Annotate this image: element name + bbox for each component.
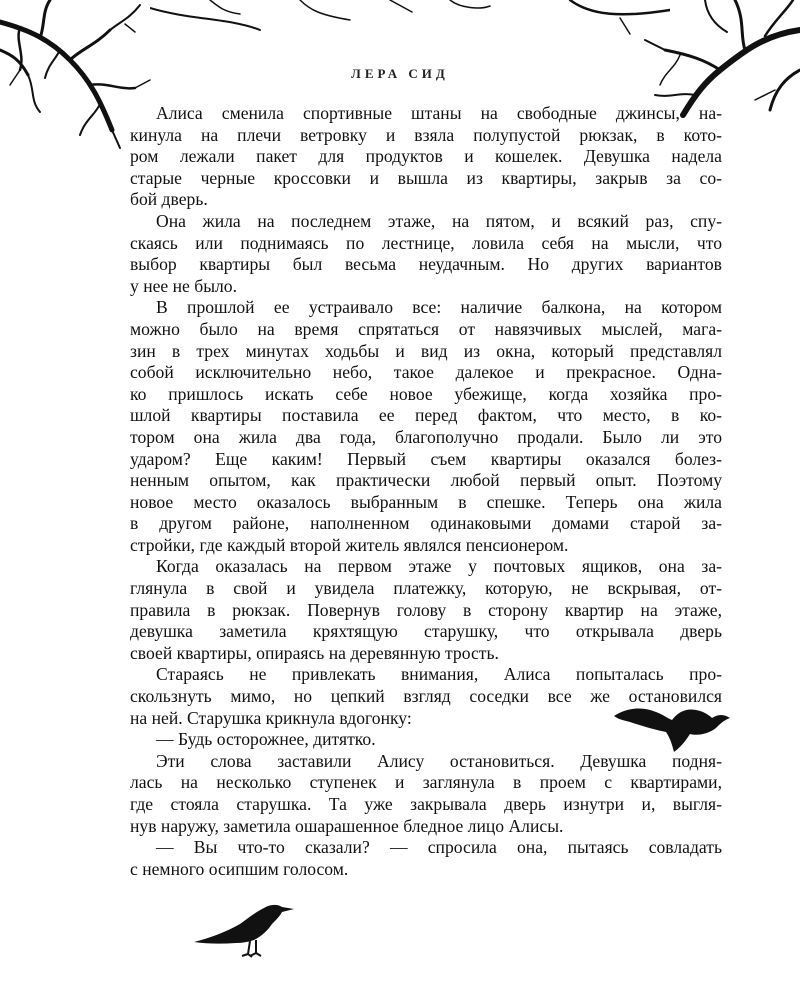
- paragraph-line: ненным опытом, как практически любой первый опыт. Поэтому: [130, 470, 722, 491]
- paragraph-line: старые черные кроссовки и вышла из квартиры, закрыв за со-: [130, 167, 722, 188]
- paragraph-first-line: Она жила на последнем этаже, на пятом, и всякий раз, спу-: [156, 210, 722, 231]
- paragraph-line: девушка заметила кряхтящую старушку, что открывала дверь: [130, 621, 722, 642]
- paragraph-first-line: — Вы что-то сказали? — спросила она, пытаясь совладать: [156, 837, 722, 858]
- paragraph-line: правила в рюкзак. Повернув голову в сторону квартир на этаже,: [130, 599, 722, 620]
- paragraph-first-line: Алиса сменила спортивные штаны на свободные джинсы, на-: [156, 103, 722, 123]
- tree-branches-icon: [635, 0, 800, 120]
- paragraph-line: зин в трех минутах ходьбы и вид из окна, который представлял: [130, 340, 722, 361]
- paragraph-line: бой дверь.: [130, 189, 208, 210]
- paragraph-line: новое место оказалось выбранным в спешке. Теперь она жила: [130, 491, 722, 512]
- paragraph-line: тором она жила два года, благополучно продали. Было ли это: [130, 426, 722, 447]
- paragraph-first-line: Эти слова заставили Алису остановиться. Девушка подня-: [156, 750, 722, 771]
- paragraph-line: ко пришлось искать себе новое убежище, когда хозяйка про-: [130, 383, 722, 404]
- standing-crow-icon: [192, 898, 296, 958]
- body-text: [130, 103, 722, 880]
- paragraph-line: своей квартиры, опираясь на деревянную трость.: [130, 642, 499, 663]
- paragraph-first-line: Когда оказалась на первом этаже у почтовых ящиков, она за-: [156, 556, 722, 577]
- paragraph-first-line: В прошлой ее устраивало все: наличие балкона, на котором: [156, 297, 722, 318]
- paragraph-line: в другом районе, наполненном одинаковыми домами старой за-: [130, 513, 722, 534]
- paragraph-line: с немного осипшим голосом.: [130, 858, 349, 879]
- paragraph-line: стройки, где каждый второй житель являлся пенсионером.: [130, 534, 569, 555]
- paragraph-line: кинула на плечи ветровку и взяла полупустой рюкзак, в кото-: [130, 124, 722, 145]
- paragraph-line: ударом? Еще каким! Первый съем квартиры оказался болез-: [130, 448, 722, 469]
- paragraph-first-line: — Будь осторожнее, дитятко.: [156, 729, 376, 750]
- paragraph-line: можно было на время спрятаться от навязчивых мыслей, мага-: [130, 318, 722, 339]
- paragraph-line: скаясь или поднимаясь по лестнице, ловила себя на мысли, что: [130, 232, 722, 253]
- paragraph-line: скользнуть мимо, но цепкий взгляд соседки все же остановился: [130, 686, 722, 707]
- paragraph-line: у нее не было.: [130, 275, 237, 296]
- paragraph-line: ром лежали пакет для продуктов и кошелек. Девушка надела: [130, 146, 722, 167]
- paragraph-line: выбор квартиры был весьма неудачным. Но других вариантов: [130, 254, 722, 275]
- paragraph-line: собой исключительно небо, такое далекое и прекрасное. Одна-: [130, 362, 722, 383]
- flying-crow-icon: [612, 698, 732, 754]
- paragraph-line: шлой квартиры поставила ее перед фактом, что место, в ко-: [130, 405, 722, 426]
- paragraph-line: глянула в свой и увидела платежку, которую, не вскрывая, от-: [130, 578, 722, 599]
- paragraph-line: нув наружу, заметила ошарашенное бледное лицо Алисы.: [130, 815, 564, 836]
- running-title: ЛЕРА СИД: [351, 66, 449, 81]
- paragraph-line: лась на несколько ступенек и заглянула в проем с квартирами,: [130, 772, 722, 793]
- tree-branches-icon: [150, 0, 670, 40]
- paragraph-first-line: Стараясь не привлекать внимания, Алиса попыталась про-: [156, 664, 722, 685]
- paragraph-line: на ней. Старушка крикнула вдогонку:: [130, 707, 412, 728]
- paragraph-line: где стояла старушка. Та уже закрывала дверь изнутри и, выгля-: [130, 794, 722, 814]
